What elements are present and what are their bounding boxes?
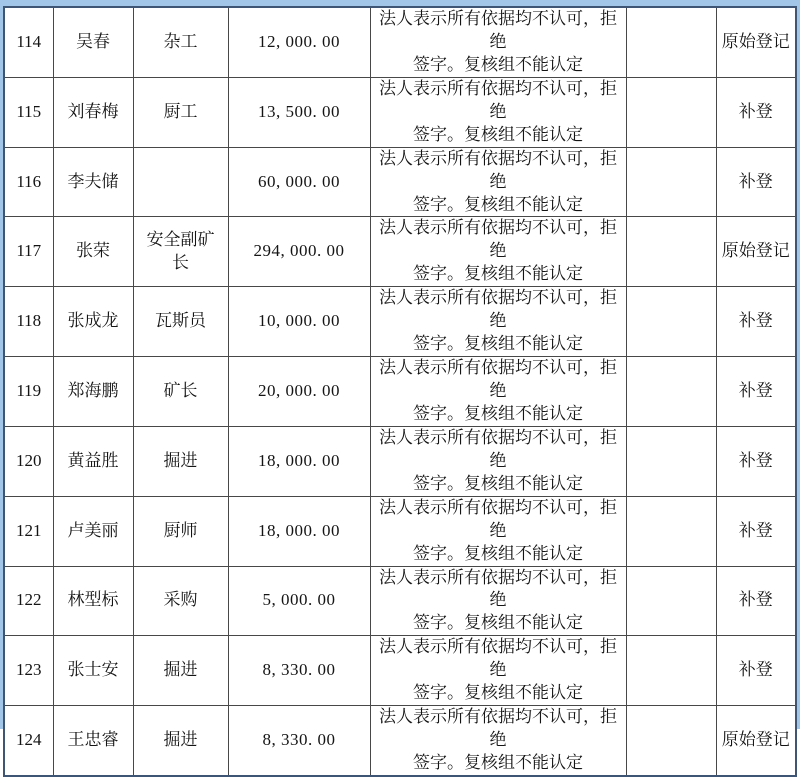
table-row bbox=[4, 636, 796, 706]
table-body bbox=[4, 7, 796, 776]
cell-empty-note bbox=[626, 636, 716, 706]
cell-row-number: 119 bbox=[4, 357, 53, 427]
cell-remark: 法人表示所有依据均不认可，拒绝 签字。复核组不能认定 bbox=[370, 357, 626, 427]
cell-register-status: 原始登记 bbox=[716, 217, 796, 287]
cell-person-name: 郑海鹏 bbox=[53, 357, 133, 427]
cell-amount: 60, 000. 00 bbox=[228, 147, 370, 217]
cell-person-name: 张荣 bbox=[53, 217, 133, 287]
cell-register-status: 原始登记 bbox=[716, 706, 796, 776]
cell-amount: 8, 330. 00 bbox=[228, 706, 370, 776]
cell-empty-note bbox=[626, 287, 716, 357]
table-row bbox=[4, 7, 796, 77]
compensation-register-table bbox=[3, 6, 797, 777]
cell-row-number: 117 bbox=[4, 217, 53, 287]
table-row bbox=[4, 426, 796, 496]
cell-remark: 法人表示所有依据均不认可，拒绝 签字。复核组不能认定 bbox=[370, 287, 626, 357]
cell-job-title: 掘进 bbox=[133, 636, 228, 706]
cell-person-name: 卢美丽 bbox=[53, 496, 133, 566]
cell-job-title: 厨工 bbox=[133, 77, 228, 147]
cell-amount: 8, 330. 00 bbox=[228, 636, 370, 706]
cell-row-number: 120 bbox=[4, 426, 53, 496]
cell-register-status: 补登 bbox=[716, 566, 796, 636]
table-row bbox=[4, 496, 796, 566]
cell-remark: 法人表示所有依据均不认可，拒绝 签字。复核组不能认定 bbox=[370, 426, 626, 496]
cell-empty-note bbox=[626, 426, 716, 496]
cell-row-number: 122 bbox=[4, 566, 53, 636]
cell-amount: 294, 000. 00 bbox=[228, 217, 370, 287]
cell-empty-note bbox=[626, 7, 716, 77]
cell-job-title bbox=[133, 147, 228, 217]
cell-row-number: 114 bbox=[4, 7, 53, 77]
cell-job-title: 掘进 bbox=[133, 426, 228, 496]
cell-row-number: 118 bbox=[4, 287, 53, 357]
cell-person-name: 张成龙 bbox=[53, 287, 133, 357]
cell-empty-note bbox=[626, 147, 716, 217]
cell-empty-note bbox=[626, 496, 716, 566]
table-row bbox=[4, 566, 796, 636]
cell-register-status: 原始登记 bbox=[716, 7, 796, 77]
cell-amount: 13, 500. 00 bbox=[228, 77, 370, 147]
cell-person-name: 张士安 bbox=[53, 636, 133, 706]
cell-row-number: 124 bbox=[4, 706, 53, 776]
cell-register-status: 补登 bbox=[716, 287, 796, 357]
cell-person-name: 李夫储 bbox=[53, 147, 133, 217]
cell-job-title: 安全副矿 长 bbox=[133, 217, 228, 287]
cell-row-number: 116 bbox=[4, 147, 53, 217]
cell-person-name: 黄益胜 bbox=[53, 426, 133, 496]
cell-remark: 法人表示所有依据均不认可，拒绝 签字。复核组不能认定 bbox=[370, 217, 626, 287]
cell-amount: 20, 000. 00 bbox=[228, 357, 370, 427]
table-row bbox=[4, 147, 796, 217]
cell-amount: 5, 000. 00 bbox=[228, 566, 370, 636]
cell-register-status: 补登 bbox=[716, 357, 796, 427]
cell-person-name: 刘春梅 bbox=[53, 77, 133, 147]
cell-job-title: 矿长 bbox=[133, 357, 228, 427]
cell-job-title: 采购 bbox=[133, 566, 228, 636]
cell-amount: 18, 000. 00 bbox=[228, 496, 370, 566]
cell-empty-note bbox=[626, 566, 716, 636]
cell-empty-note bbox=[626, 77, 716, 147]
cell-register-status: 补登 bbox=[716, 426, 796, 496]
table-row bbox=[4, 357, 796, 427]
cell-remark: 法人表示所有依据均不认可，拒绝 签字。复核组不能认定 bbox=[370, 706, 626, 776]
cell-row-number: 123 bbox=[4, 636, 53, 706]
cell-remark: 法人表示所有依据均不认可，拒绝 签字。复核组不能认定 bbox=[370, 7, 626, 77]
cell-row-number: 121 bbox=[4, 496, 53, 566]
cell-remark: 法人表示所有依据均不认可，拒绝 签字。复核组不能认定 bbox=[370, 566, 626, 636]
cell-person-name: 林型标 bbox=[53, 566, 133, 636]
table-row bbox=[4, 217, 796, 287]
table-row bbox=[4, 77, 796, 147]
cell-register-status: 补登 bbox=[716, 77, 796, 147]
cell-empty-note bbox=[626, 357, 716, 427]
cell-person-name: 吴春 bbox=[53, 7, 133, 77]
cell-register-status: 补登 bbox=[716, 636, 796, 706]
cell-register-status: 补登 bbox=[716, 147, 796, 217]
cell-job-title: 瓦斯员 bbox=[133, 287, 228, 357]
cell-empty-note bbox=[626, 217, 716, 287]
cell-remark: 法人表示所有依据均不认可，拒绝 签字。复核组不能认定 bbox=[370, 147, 626, 217]
cell-amount: 18, 000. 00 bbox=[228, 426, 370, 496]
cell-amount: 12, 000. 00 bbox=[228, 7, 370, 77]
cell-remark: 法人表示所有依据均不认可，拒绝 签字。复核组不能认定 bbox=[370, 496, 626, 566]
cell-person-name: 王忠睿 bbox=[53, 706, 133, 776]
cell-remark: 法人表示所有依据均不认可，拒绝 签字。复核组不能认定 bbox=[370, 636, 626, 706]
cell-register-status: 补登 bbox=[716, 496, 796, 566]
table-row bbox=[4, 287, 796, 357]
cell-amount: 10, 000. 00 bbox=[228, 287, 370, 357]
table-row bbox=[4, 706, 796, 776]
cell-job-title: 杂工 bbox=[133, 7, 228, 77]
cell-empty-note bbox=[626, 706, 716, 776]
cell-remark: 法人表示所有依据均不认可，拒绝 签字。复核组不能认定 bbox=[370, 77, 626, 147]
cell-job-title: 掘进 bbox=[133, 706, 228, 776]
cell-job-title: 厨师 bbox=[133, 496, 228, 566]
cell-row-number: 115 bbox=[4, 77, 53, 147]
